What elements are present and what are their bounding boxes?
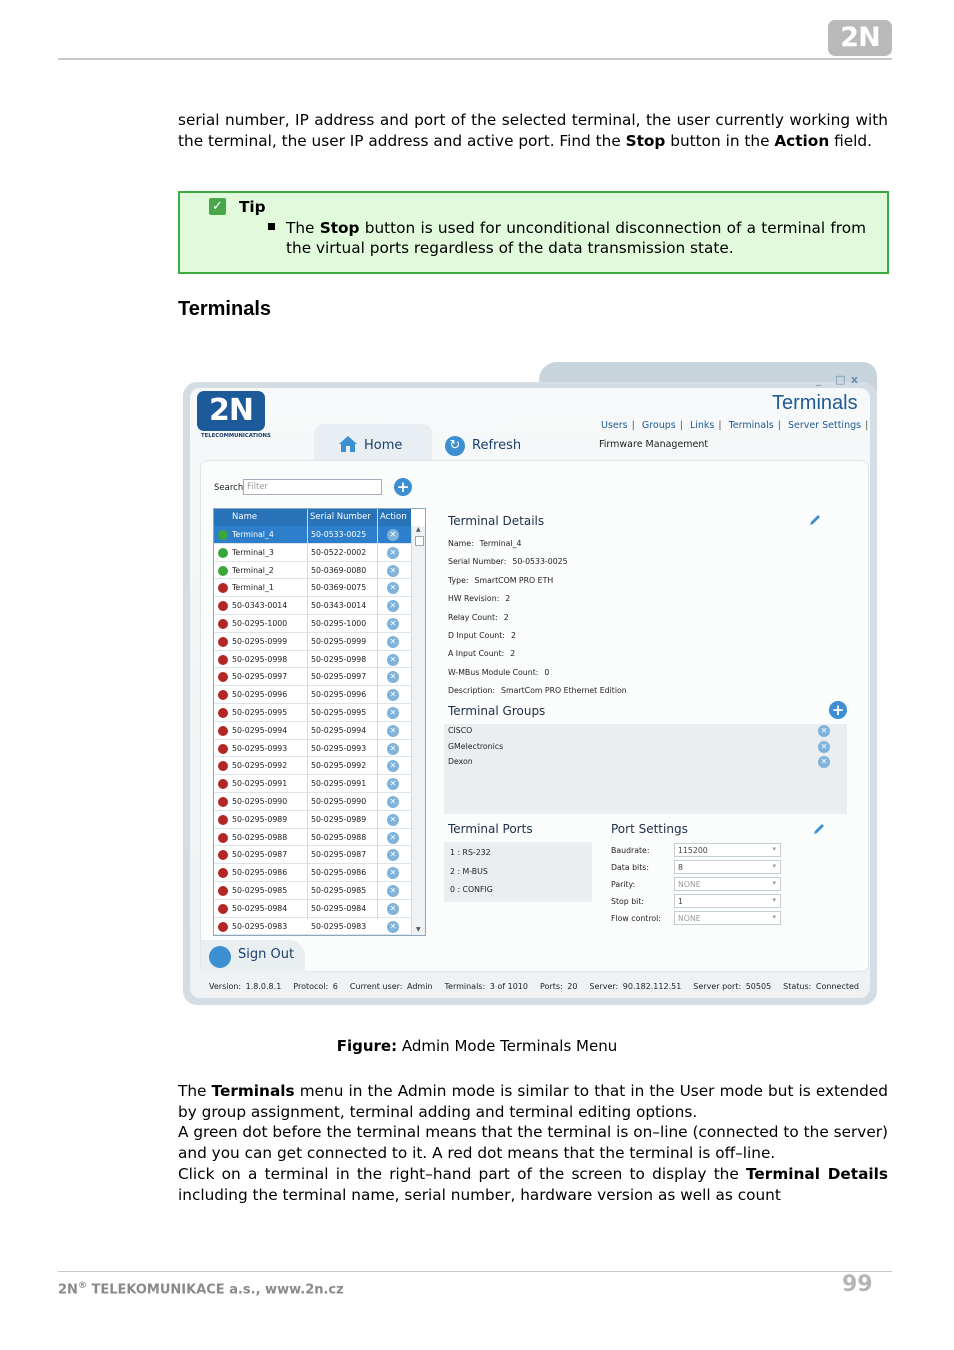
- stop-icon[interactable]: ✕: [387, 743, 399, 755]
- table-scrollbar[interactable]: [411, 526, 426, 936]
- stop-icon[interactable]: ✕: [387, 689, 399, 701]
- detail-label: Relay Count:: [448, 612, 498, 622]
- intro-paragraph: serial number, IP address and port of the selected terminal, the user currently working with the terminal, the user IP address and active port. Find the Stop button in the Action field.: [178, 111, 888, 150]
- detail-row: [448, 649, 515, 658]
- status-label: Status:: [783, 982, 814, 991]
- edit-port-settings-icon[interactable]: [812, 822, 826, 836]
- group-item[interactable]: GMelectronics: [448, 741, 504, 751]
- detail-label: W-MBus Module Count:: [448, 667, 539, 677]
- bullet-icon: [268, 223, 275, 230]
- home-icon: [337, 434, 359, 454]
- offline-status-dot: [218, 904, 228, 914]
- detail-value: 50-0533-0025: [512, 557, 568, 567]
- terminal-name: 50-0295-0992: [232, 761, 288, 771]
- tip-text: The Stop button is used for unconditional disconnection of a terminal from the virtual ports regardless of the data transmission state.: [286, 219, 866, 257]
- terminal-serial: 50-0295-0997: [311, 672, 367, 682]
- groups-list: [444, 724, 847, 814]
- table-row[interactable]: [214, 918, 411, 936]
- stop-icon[interactable]: ✕: [387, 547, 399, 559]
- remove-group-icon[interactable]: ✕: [818, 756, 830, 768]
- status-value: 6: [332, 982, 338, 991]
- detail-row: [448, 686, 627, 695]
- status-value: 20: [567, 982, 578, 991]
- terminal-name: Terminal_1: [232, 583, 274, 593]
- table-row[interactable]: [214, 544, 411, 562]
- table-row[interactable]: [214, 579, 411, 597]
- group-item[interactable]: CISCO: [448, 726, 473, 735]
- top-nav: Users | Groups | Links | Terminals | Server Settings |: [601, 420, 869, 431]
- tip-title: Tip: [239, 198, 266, 216]
- terminal-name: 50-0343-0014: [232, 601, 288, 611]
- terminal-serial: 50-0295-1000: [311, 619, 367, 628]
- figure-caption: [0, 1037, 954, 1055]
- terminal-name: 50-0295-1000: [232, 619, 288, 628]
- terminal-serial: 50-0533-0025: [311, 530, 367, 539]
- terminal-serial: 50-0295-0987: [311, 850, 367, 860]
- status-value: 1.8.0.8.1: [245, 982, 282, 991]
- port-item[interactable]: 2 : M-BUS: [450, 866, 488, 876]
- detail-row: [448, 539, 521, 548]
- table-row[interactable]: [214, 704, 411, 722]
- nav-users[interactable]: Users: [601, 420, 628, 431]
- status-label: Current user:: [349, 982, 405, 991]
- terminal-name: 50-0295-0991: [232, 779, 288, 789]
- column-divider: [377, 509, 378, 919]
- check-icon: ✓: [209, 198, 226, 215]
- terminal-serial: 50-0295-0992: [311, 761, 367, 771]
- offline-status-dot: [218, 583, 228, 593]
- table-row[interactable]: [214, 811, 411, 829]
- page-title: Terminals: [772, 392, 858, 414]
- nav-server-settings[interactable]: Server Settings: [787, 420, 862, 431]
- terminal-serial: 50-0369-0075: [311, 583, 367, 593]
- body-paragraph-2: A green dot before the terminal means that the terminal is on–line (connected to the server) and you can get connected to it. A red dot means that the terminal is off–line.: [178, 1123, 888, 1162]
- search-input[interactable]: Filter: [243, 479, 382, 495]
- detail-row: [448, 557, 568, 566]
- terminal-name: 50-0295-0994: [232, 725, 288, 735]
- table-row[interactable]: [214, 829, 411, 847]
- home-label: Home: [364, 438, 403, 453]
- table-header: [214, 509, 411, 526]
- port-setting-label: Data bits:: [611, 863, 649, 872]
- table-row[interactable]: [214, 900, 411, 918]
- lock-icon[interactable]: [209, 946, 231, 968]
- page-number: 99: [842, 1272, 873, 1297]
- detail-value: 0: [544, 667, 550, 677]
- detail-row: [448, 594, 510, 603]
- terminal-name: 50-0295-0999: [232, 636, 288, 646]
- detail-value: 2: [503, 612, 509, 622]
- table-row[interactable]: [214, 526, 411, 544]
- nav-groups[interactable]: Groups: [641, 420, 676, 431]
- detail-value: SmartCOM PRO ETH: [474, 575, 554, 585]
- footer-divider: [58, 1271, 892, 1272]
- offline-status-dot: [218, 850, 228, 860]
- table-row[interactable]: [214, 597, 411, 615]
- offline-status-dot: [218, 797, 228, 807]
- stop-icon[interactable]: ✕: [387, 885, 399, 897]
- status-label: Server:: [589, 982, 621, 991]
- brand-logo: 2N: [828, 20, 892, 56]
- table-row[interactable]: [214, 793, 411, 811]
- offline-status-dot: [218, 601, 228, 611]
- terminal-name: 50-0295-0998: [232, 654, 288, 664]
- terminal-name: Terminal_2: [232, 565, 274, 575]
- terminal-name: 50-0295-0983: [232, 921, 288, 931]
- column-name[interactable]: Name: [232, 512, 258, 522]
- stop-icon[interactable]: ✕: [387, 654, 399, 666]
- terminal-serial: 50-0295-0996: [311, 690, 367, 700]
- port-setting-select[interactable]: 1 ▾: [674, 894, 781, 908]
- terminal-serial: 50-0295-0991: [311, 779, 367, 789]
- terminal-name: 50-0295-0993: [232, 743, 288, 753]
- table-row[interactable]: [214, 864, 411, 882]
- scroll-up-icon[interactable]: ▲: [416, 526, 421, 533]
- port-item[interactable]: 1 : RS-232: [450, 848, 491, 857]
- terminal-serial: 50-0295-0999: [311, 636, 367, 646]
- nav-firmware-management[interactable]: Firmware Management: [599, 439, 709, 450]
- detail-label: D Input Count:: [448, 631, 505, 640]
- detail-label: Serial Number:: [448, 557, 507, 567]
- detail-value: 2: [510, 631, 516, 640]
- offline-status-dot: [218, 672, 228, 682]
- app-window: [183, 362, 877, 1005]
- table-row[interactable]: [214, 562, 411, 580]
- offline-status-dot: [218, 708, 228, 718]
- terminal-name: 50-0295-0996: [232, 690, 288, 700]
- add-terminal-button[interactable]: +: [394, 478, 412, 496]
- port-setting-select[interactable]: NONE ▾: [674, 877, 781, 891]
- port-setting-label: Flow control:: [611, 914, 661, 923]
- column-action[interactable]: Action: [380, 512, 407, 522]
- table-row[interactable]: [214, 651, 411, 669]
- status-label: Server port:: [693, 982, 744, 991]
- scroll-thumb[interactable]: [415, 536, 424, 546]
- nav-links[interactable]: Links: [689, 420, 715, 431]
- details-title: Terminal Details: [448, 514, 545, 528]
- groups-title: Terminal Groups: [448, 704, 546, 718]
- terminal-serial: 50-0295-0998: [311, 654, 367, 664]
- stop-icon[interactable]: ✕: [387, 529, 399, 541]
- tip-box: [178, 191, 889, 274]
- terminal-name: 50-0295-0986: [232, 868, 288, 878]
- footer-company: 2N® TELEKOMUNIKACE a.s., www.2n.cz: [58, 1281, 344, 1298]
- refresh-icon[interactable]: ↻: [445, 436, 465, 456]
- edit-details-icon[interactable]: [808, 513, 822, 527]
- status-value: 50505: [745, 982, 772, 991]
- detail-label: Name:: [448, 539, 474, 548]
- offline-status-dot: [218, 619, 228, 629]
- port-setting-label: Baudrate:: [611, 846, 650, 855]
- terminal-name: 50-0295-0984: [232, 903, 288, 913]
- table-row[interactable]: [214, 615, 411, 633]
- table-row[interactable]: [214, 882, 411, 900]
- stop-icon[interactable]: ✕: [387, 760, 399, 772]
- terminal-name: Terminal_3: [232, 547, 274, 557]
- body-paragraph-1: The Terminals menu in the Admin mode is similar to that in the User mode but is extended by group assignment, terminal adding and terminal editing options.: [178, 1082, 888, 1121]
- offline-status-dot: [218, 815, 228, 825]
- stop-icon[interactable]: ✕: [387, 707, 399, 719]
- stop-icon[interactable]: ✕: [387, 778, 399, 790]
- maximize-button[interactable]: □: [835, 373, 846, 386]
- terminal-serial: 50-0295-0985: [311, 886, 367, 895]
- status-label: Protocol:: [293, 982, 331, 991]
- terminal-serial: 50-0295-0986: [311, 868, 367, 878]
- section-title: Terminals: [178, 298, 271, 320]
- status-value: Connected: [815, 982, 859, 991]
- offline-status-dot: [218, 833, 228, 843]
- stop-icon[interactable]: ✕: [387, 671, 399, 683]
- online-status-dot: [218, 566, 228, 576]
- offline-status-dot: [218, 868, 228, 878]
- terminal-name: 50-0295-0989: [232, 814, 288, 824]
- caption-prefix: Figure:: [336, 1037, 398, 1055]
- header-divider: [58, 58, 892, 60]
- port-setting-select[interactable]: 8 ▾: [674, 860, 781, 874]
- offline-status-dot: [218, 726, 228, 736]
- terminals-table: [213, 508, 426, 936]
- group-item[interactable]: Dexon: [448, 757, 473, 766]
- close-button[interactable]: x: [851, 373, 859, 386]
- offline-status-dot: [218, 779, 228, 789]
- terminal-serial: 50-0369-0080: [311, 565, 367, 575]
- terminal-name: 50-0295-0987: [232, 850, 288, 860]
- offline-status-dot: [218, 690, 228, 700]
- stop-icon[interactable]: ✕: [387, 921, 399, 933]
- status-label: Terminals:: [444, 982, 488, 991]
- port-item[interactable]: 0 : CONFIG: [450, 885, 493, 894]
- status-label: Ports:: [539, 982, 566, 991]
- terminal-name: 50-0295-0995: [232, 708, 288, 717]
- app-logo: 2N: [197, 391, 265, 431]
- terminal-serial: 50-0295-0990: [311, 797, 367, 806]
- remove-group-icon[interactable]: ✕: [818, 741, 830, 753]
- status-label: Version:: [209, 982, 244, 991]
- port-setting-label: Stop bit:: [611, 897, 645, 906]
- table-row[interactable]: [214, 668, 411, 686]
- detail-label: A Input Count:: [448, 649, 505, 659]
- detail-label: Type:: [448, 575, 469, 585]
- stop-icon[interactable]: ✕: [387, 814, 399, 826]
- online-status-dot: [218, 530, 228, 540]
- app-logo-subtitle: TELECOMMUNICATIONS: [201, 433, 271, 439]
- stop-icon[interactable]: ✕: [387, 832, 399, 844]
- terminal-serial: 50-0295-0988: [311, 832, 367, 842]
- table-row[interactable]: [214, 775, 411, 793]
- stop-icon[interactable]: ✕: [387, 796, 399, 808]
- remove-group-icon[interactable]: ✕: [818, 725, 830, 737]
- nav-terminals[interactable]: Terminals: [728, 420, 774, 431]
- offline-status-dot: [218, 886, 228, 896]
- status-value: 3 of 1010: [489, 982, 528, 991]
- stop-icon[interactable]: ✕: [387, 600, 399, 612]
- stop-icon[interactable]: ✕: [387, 618, 399, 630]
- stop-icon[interactable]: ✕: [387, 565, 399, 577]
- ports-title: Terminal Ports: [448, 822, 533, 836]
- detail-value: 2: [510, 649, 516, 659]
- online-status-dot: [218, 548, 228, 558]
- detail-row: [448, 613, 509, 622]
- stop-icon[interactable]: ✕: [387, 903, 399, 915]
- table-row[interactable]: [214, 722, 411, 740]
- stop-icon[interactable]: ✕: [387, 725, 399, 737]
- port-settings-title: Port Settings: [611, 822, 688, 836]
- detail-label: Description:: [448, 686, 496, 696]
- detail-value: Terminal_4: [479, 539, 522, 548]
- stop-icon[interactable]: ✕: [387, 849, 399, 861]
- terminal-serial: 50-0295-0989: [311, 814, 367, 824]
- offline-status-dot: [218, 761, 228, 771]
- stop-icon[interactable]: ✕: [387, 582, 399, 594]
- offline-status-dot: [218, 655, 228, 665]
- offline-status-dot: [218, 922, 228, 932]
- body-paragraph-3: Click on a terminal in the right–hand part of the screen to display the Terminal Details including the terminal name, serial number, hardware version as well as count: [178, 1165, 888, 1204]
- terminal-serial: 50-0522-0002: [311, 547, 367, 557]
- table-row[interactable]: [214, 740, 411, 758]
- detail-row: [448, 668, 549, 677]
- stop-icon[interactable]: ✕: [387, 867, 399, 879]
- terminal-name: 50-0295-0985: [232, 886, 288, 895]
- stop-icon[interactable]: ✕: [387, 636, 399, 648]
- sign-out-button[interactable]: Sign Out: [238, 947, 295, 962]
- ports-list: [444, 842, 592, 902]
- table-row[interactable]: [214, 633, 411, 651]
- terminal-serial: 50-0295-0994: [311, 725, 367, 735]
- terminal-serial: 50-0343-0014: [311, 601, 367, 611]
- detail-label: HW Revision:: [448, 594, 500, 604]
- terminal-name: 50-0295-0990: [232, 797, 288, 806]
- table-row[interactable]: [214, 846, 411, 864]
- port-setting-label: Parity:: [611, 880, 636, 889]
- column-serial[interactable]: Serial Number: [310, 512, 371, 522]
- detail-row: [448, 576, 553, 585]
- add-group-button[interactable]: +: [829, 701, 847, 719]
- port-setting-select[interactable]: NONE ▾: [674, 911, 781, 925]
- terminal-serial: 50-0295-0983: [311, 921, 367, 931]
- port-setting-select[interactable]: 115200 ▾: [674, 843, 781, 857]
- terminal-serial: 50-0295-0993: [311, 743, 367, 753]
- terminal-name: 50-0295-0997: [232, 672, 288, 682]
- offline-status-dot: [218, 744, 228, 754]
- search-label: Search: [214, 483, 244, 493]
- detail-row: [448, 631, 516, 640]
- refresh-button[interactable]: Refresh: [472, 438, 522, 453]
- terminal-name: 50-0295-0988: [232, 832, 288, 842]
- detail-value: SmartCom PRO Ethernet Edition: [501, 686, 627, 696]
- caption-text: Admin Mode Terminals Menu: [397, 1037, 618, 1055]
- status-value: Admin: [407, 982, 433, 991]
- minimize-button[interactable]: _: [816, 373, 822, 386]
- terminal-serial: 50-0295-0984: [311, 903, 367, 913]
- scroll-down-icon[interactable]: ▼: [416, 926, 421, 933]
- terminal-name: Terminal_4: [232, 530, 274, 539]
- column-divider: [307, 509, 308, 919]
- status-value: 90.182.112.51: [622, 982, 682, 991]
- terminal-serial: 50-0295-0995: [311, 708, 367, 717]
- table-row[interactable]: [214, 757, 411, 775]
- table-row[interactable]: [214, 686, 411, 704]
- offline-status-dot: [218, 637, 228, 647]
- status-bar: [209, 982, 871, 991]
- detail-value: 2: [505, 594, 511, 604]
